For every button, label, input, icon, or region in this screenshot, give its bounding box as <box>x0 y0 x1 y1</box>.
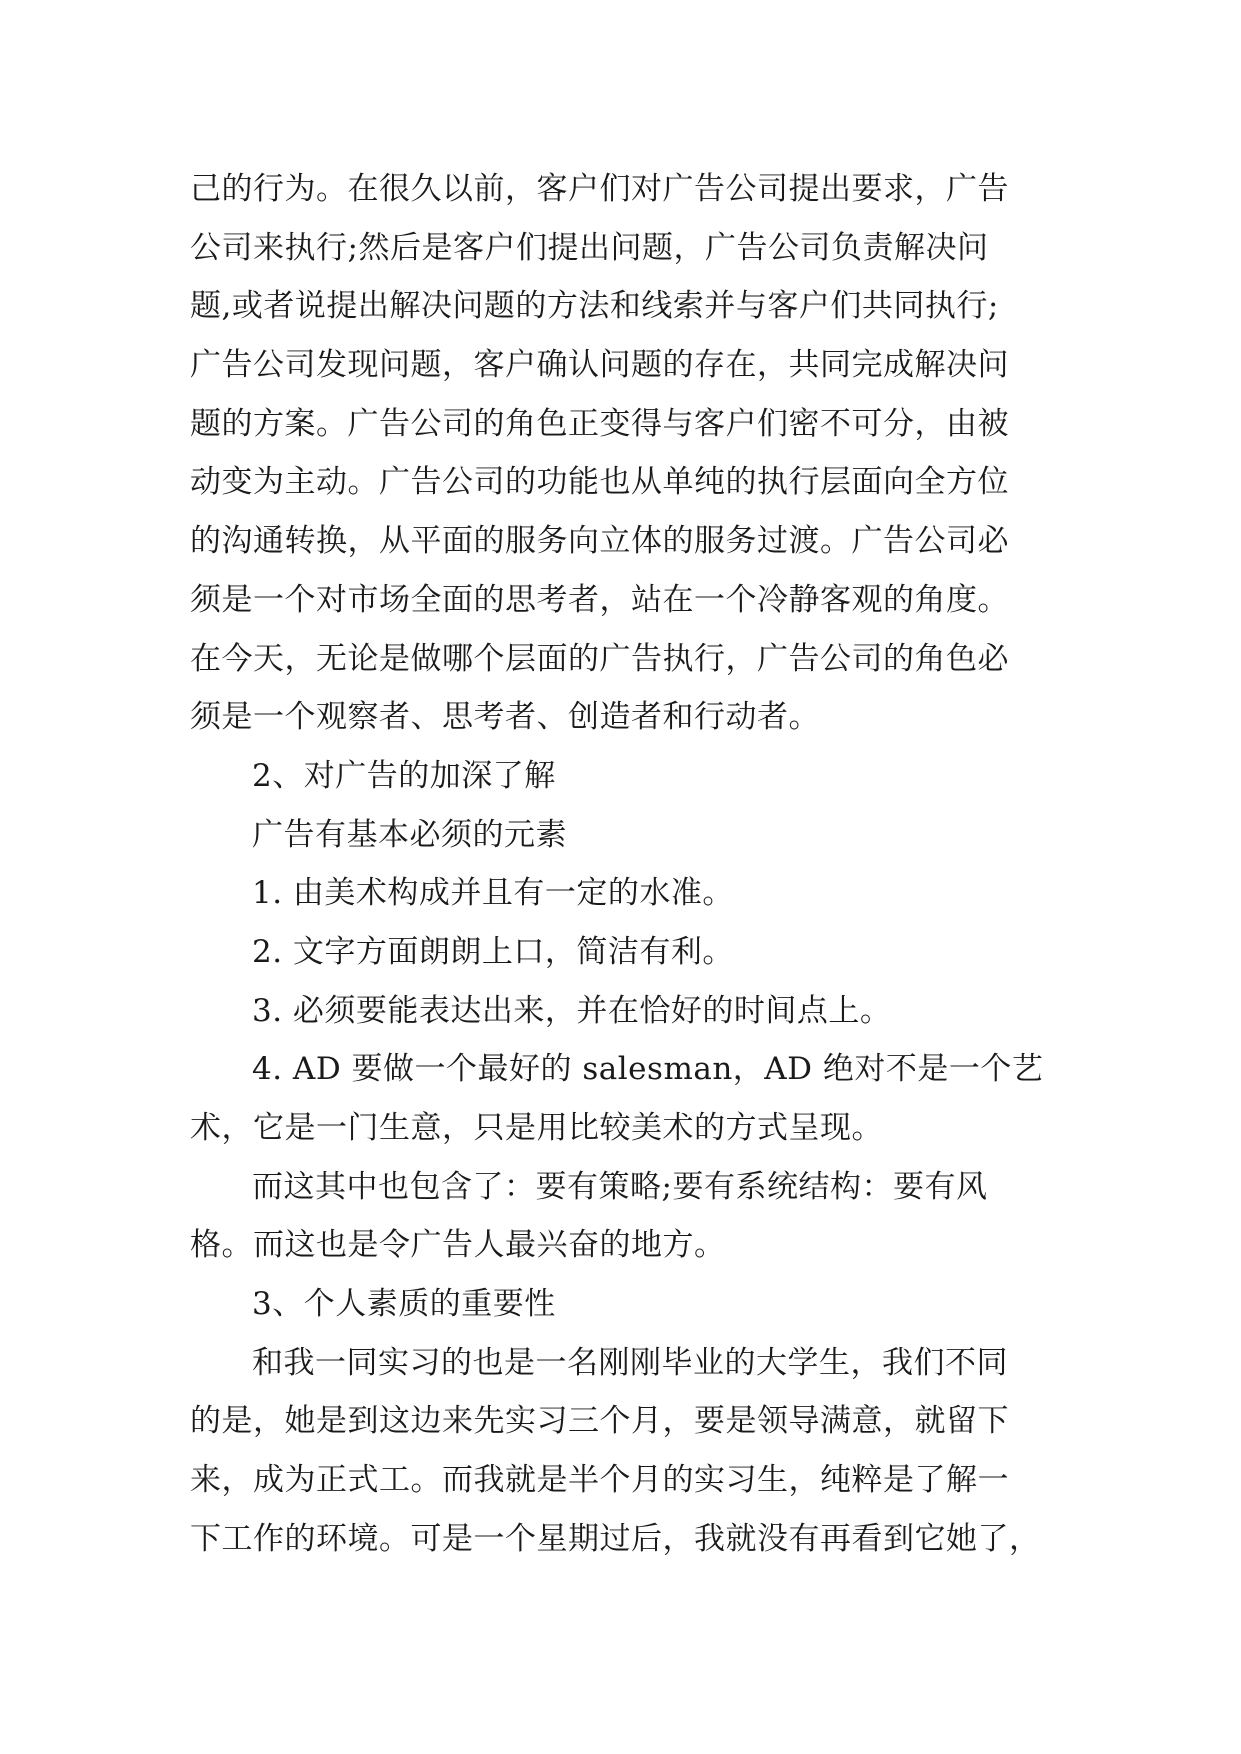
text-line: 广告公司发现问题，客户确认问题的存在，共同完成解决问 <box>190 347 1009 384</box>
list-item: 1. 由美术构成并且有一定的水准。 <box>252 875 734 912</box>
text-line: 下工作的环境。可是一个星期过后，我就没有再看到它她了， <box>190 1520 1041 1557</box>
text-line: 己的行为。在很久以前，客户们对广告公司提出要求，广告 <box>190 171 1009 207</box>
document-body <box>190 160 1060 1569</box>
text-line: 在今天，无论是做哪个层面的广告执行，广告公司的角色必 <box>190 640 1009 677</box>
text-line: 的是，她是到这边来先实习三个月，要是领导满意，就留下 <box>190 1403 1009 1440</box>
text-line: 动变为主动。广告公司的功能也从单纯的执行层面向全方位 <box>190 464 1009 501</box>
list-item: 4. AD 要做一个最好的 salesman，AD 绝对不是一个艺 <box>252 1051 1044 1088</box>
text-line: 公司来执行;然后是客户们提出问题，广告公司负责解决问 <box>190 229 989 266</box>
list-item: 3. 必须要能表达出来，并在恰好的时间点上。 <box>252 992 892 1029</box>
text-line: 题,或者说提出解决问题的方法和线索并与客户们共同执行; <box>190 288 999 325</box>
text-line: 和我一同实习的也是一名刚刚毕业的大学生，我们不同 <box>252 1344 1008 1381</box>
text-line: 须是一个对市场全面的思考者，站在一个冷静客观的角度。 <box>190 581 1009 618</box>
text-line: 而这其中也包含了：要有策略;要有系统结构：要有风 <box>252 1168 988 1205</box>
text-line: 格。而这也是令广告人最兴奋的地方。 <box>190 1227 726 1264</box>
text-line: 术，它是一门生意，只是用比较美术的方式呈现。 <box>190 1110 883 1146</box>
text-line: 须是一个观察者、思考者、创造者和行动者。 <box>190 699 820 736</box>
text-line: 题的方案。广告公司的角色正变得与客户们密不可分，由被 <box>190 405 1009 442</box>
text-line: 的沟通转换，从平面的服务向立体的服务过渡。广告公司必 <box>190 523 1009 560</box>
text-line: 来，成为正式工。而我就是半个月的实习生，纯粹是了解一 <box>190 1462 1009 1499</box>
section-heading: 2、对广告的加深了解 <box>252 757 556 794</box>
list-item: 2. 文字方面朗朗上口，简洁有利。 <box>252 933 734 970</box>
text-line: 广告有基本必须的元素 <box>252 816 567 853</box>
section-heading: 3、个人素质的重要性 <box>252 1286 556 1323</box>
